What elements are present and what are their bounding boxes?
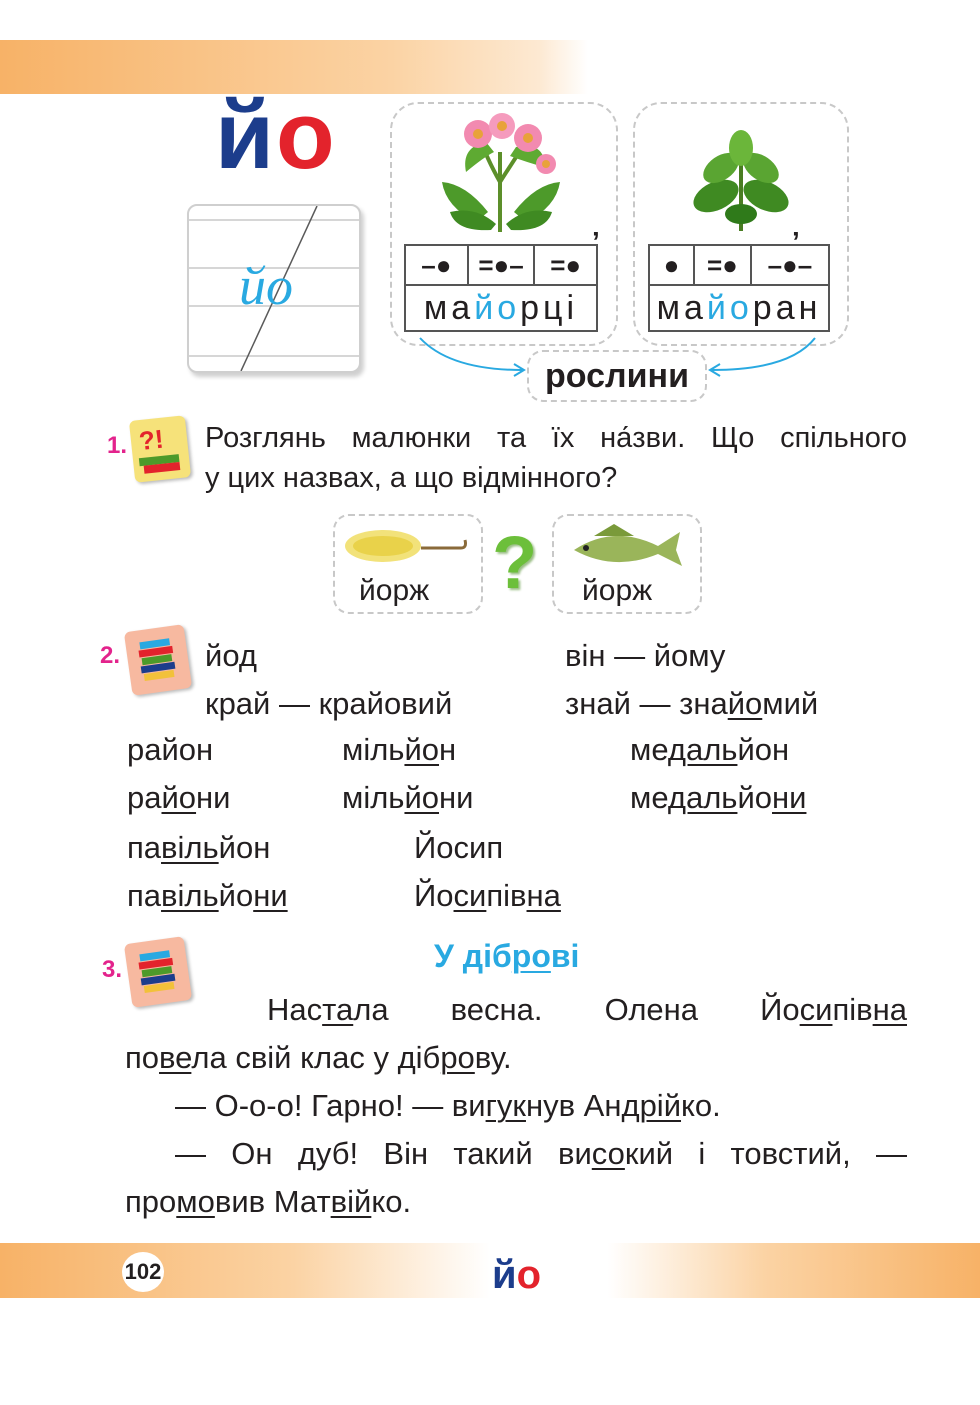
story-line: промовив Матвійко. <box>125 1184 412 1219</box>
word-yorzh-right: йорж <box>582 574 653 607</box>
scheme-cell: –●– <box>767 250 813 280</box>
question-mark-icon: ? <box>492 521 538 604</box>
copybook-card <box>187 204 361 373</box>
word-item: йод <box>205 638 257 673</box>
card-yorzh-brush <box>333 514 483 614</box>
scheme-cell: =● <box>550 250 582 280</box>
word-item: Йосипівна <box>414 878 561 913</box>
story-line: повела свій клас у діброву. <box>125 1040 512 1075</box>
marigold-illustration <box>436 112 566 242</box>
card-yorzh-fish <box>552 514 702 614</box>
fish-illustration <box>554 516 700 576</box>
word-item: він — йому <box>565 638 726 673</box>
copybook-lines <box>189 206 359 371</box>
letter-title: йо <box>215 82 337 189</box>
scheme-majoran <box>648 244 830 332</box>
word-item: медальйон <box>630 732 790 767</box>
word-item: мільйони <box>342 780 474 815</box>
scheme-cell: =●– <box>469 246 536 284</box>
story-line: — Он дуб! Він такий високий і товстий, — <box>175 1136 908 1171</box>
exercise1-line1: Розглянь малюнки та їх на́зви. Що спільного <box>205 422 907 454</box>
think-icon: ?! <box>129 415 191 483</box>
word-item: павільйони <box>127 878 288 913</box>
exercise1-text <box>205 418 907 498</box>
word-item: медальйони <box>630 780 807 815</box>
word-item: знай — знайомий <box>565 686 819 721</box>
story-line: — О-о-о! Гарно! — вигукнув Андрійко. <box>175 1088 721 1123</box>
word-yorzh-left: йорж <box>359 574 430 607</box>
exercise-number: 3. <box>102 956 123 983</box>
word-majorci: майорці <box>404 286 598 332</box>
word-item: мільйон <box>342 732 457 767</box>
scheme-cell: ● <box>650 246 695 284</box>
books-icon <box>124 624 192 696</box>
sound-scheme <box>648 244 830 286</box>
story-title: У діброві <box>434 938 580 974</box>
scheme-majorci <box>404 244 598 332</box>
plants-label: рослини <box>527 350 707 402</box>
word-item: райони <box>127 780 231 815</box>
footer-letters: йо <box>492 1253 542 1297</box>
brush-illustration <box>335 516 481 576</box>
cursive-yo: йо <box>239 256 293 316</box>
sound-scheme <box>404 244 598 286</box>
marjoram-illustration <box>686 126 796 236</box>
exercise1-line2: у цих назвах, а що відмінного? <box>205 462 618 494</box>
stress-mark: ʼ <box>792 226 800 257</box>
exercise-number: 1. <box>107 432 128 459</box>
story-line: Настала весна. Олена Йосипівна <box>267 992 907 1027</box>
word-item: район <box>127 732 214 767</box>
exercise-number: 2. <box>100 642 121 669</box>
word-item: Йосип <box>414 830 504 865</box>
scheme-cell: –● <box>406 246 469 284</box>
page-number: 102 <box>122 1252 164 1292</box>
stress-mark: ʼ <box>592 226 600 257</box>
word-item: павільйон <box>127 830 271 865</box>
word-majoran: майоран <box>648 286 830 332</box>
scheme-cell: =● <box>695 246 752 284</box>
story-text <box>125 986 907 1226</box>
word-item: край — крайовий <box>205 686 453 721</box>
top-band <box>0 40 980 94</box>
